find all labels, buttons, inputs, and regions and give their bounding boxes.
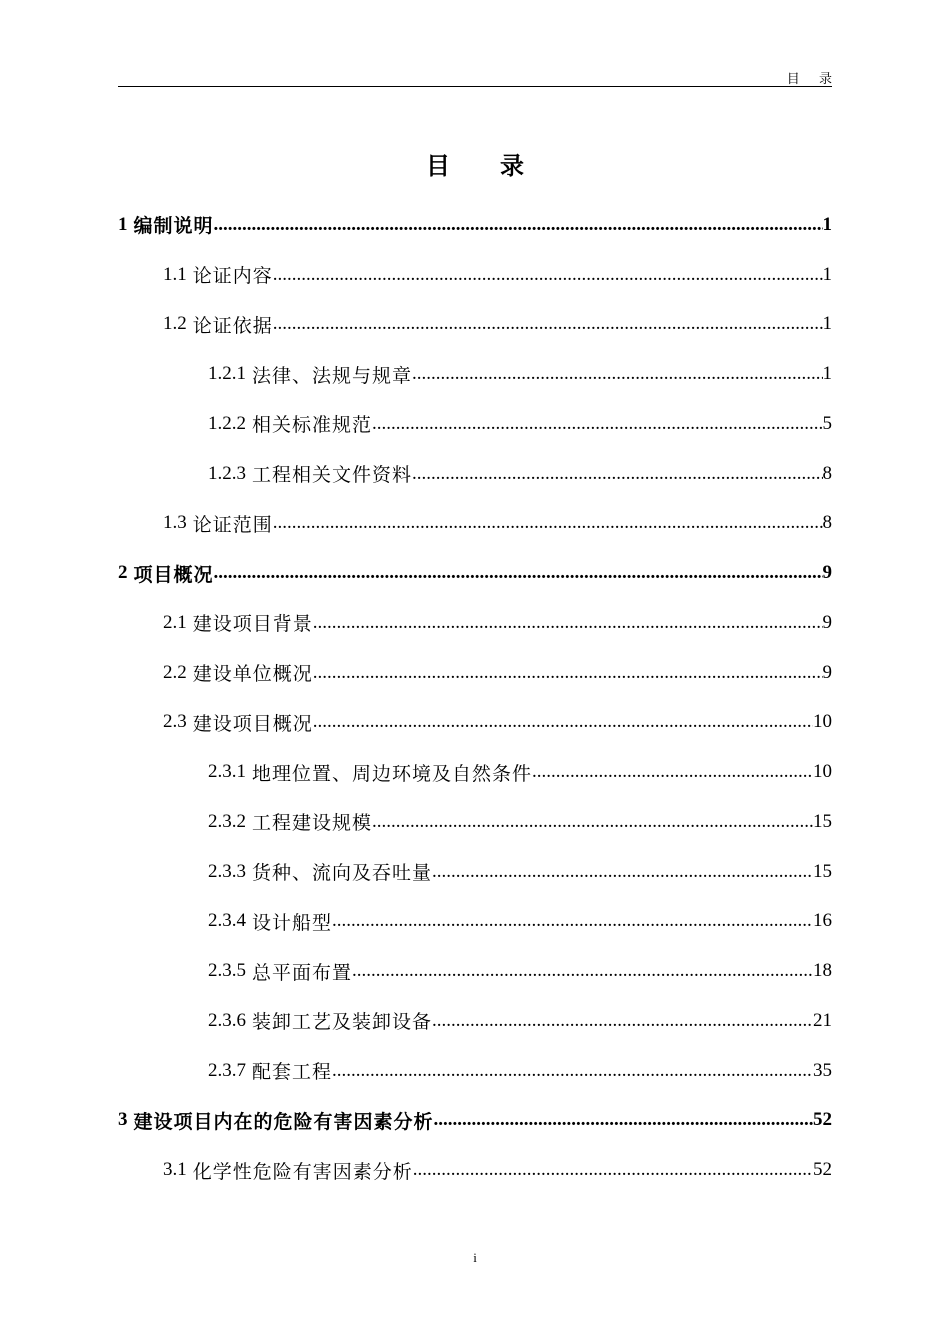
toc-entry[interactable] (118, 200, 832, 250)
toc-entry-page: 15 (813, 860, 832, 882)
toc-entry[interactable] (118, 946, 832, 996)
toc-entry-page: 52 (813, 1109, 832, 1131)
toc-dot-leader (434, 1109, 813, 1131)
toc-entry-number: 2.3.3 (208, 860, 246, 882)
toc-entry-title: 货种、流向及吞吐量 (252, 863, 433, 885)
toc-entry-number: 1.2 (163, 313, 187, 335)
toc-entry-number: 2.3.1 (208, 761, 246, 783)
toc-dot-leader (352, 960, 813, 982)
toc-entry-number: 3.1 (163, 1159, 187, 1181)
toc-entry-page: 9 (822, 562, 832, 584)
toc-entry-title: 论证范围 (192, 514, 273, 536)
toc-entry-page: 9 (822, 661, 832, 683)
toc-entry-page: 15 (813, 810, 832, 832)
toc-entry-page: 1 (822, 313, 832, 335)
toc-dot-leader (313, 711, 813, 733)
toc-entry[interactable] (118, 747, 832, 797)
toc-dot-leader (332, 910, 813, 932)
toc-entry-number: 3 (118, 1109, 128, 1131)
toc-entry-title: 地理位置、周边环境及自然条件 (252, 763, 533, 785)
toc-entry-title: 法律、法规与规章 (252, 365, 413, 387)
toc-entry-page: 10 (813, 711, 832, 733)
toc-entry-number: 2 (118, 562, 128, 584)
toc-entry-number: 2.3.4 (208, 910, 246, 932)
toc-dot-leader (412, 363, 822, 385)
toc-entry-page: 52 (813, 1159, 832, 1181)
toc-entry-number: 1 (118, 213, 128, 235)
toc-entry[interactable] (118, 548, 832, 598)
toc-entry-number: 1.2.3 (208, 462, 246, 484)
toc-dot-leader (412, 463, 822, 485)
toc-entry[interactable] (118, 797, 832, 847)
toc-entry-title: 论证内容 (192, 266, 273, 288)
toc-entry[interactable] (118, 499, 832, 549)
toc-dot-leader (214, 562, 823, 584)
toc-entry-title: 装卸工艺及装卸设备 (252, 1012, 433, 1034)
toc-entry[interactable] (118, 449, 832, 499)
toc-entry[interactable] (118, 996, 832, 1046)
toc-dot-leader (413, 1159, 813, 1181)
toc-entry-number: 2.1 (163, 611, 187, 633)
toc-entry-number: 1.2.1 (208, 363, 246, 385)
toc-dot-leader (372, 811, 813, 833)
toc-entry-page: 5 (822, 412, 832, 434)
toc-entry-page: 1 (822, 213, 832, 235)
toc-entry-title: 设计船型 (252, 912, 333, 934)
toc-dot-leader (432, 861, 813, 883)
toc-entry-title: 建设项目背景 (192, 614, 313, 636)
page-title: 目 录 (426, 154, 546, 180)
toc-entry-number: 2.3.7 (208, 1059, 246, 1081)
toc-entry[interactable] (118, 1046, 832, 1096)
toc-dot-leader (332, 1060, 813, 1082)
toc-entry-number: 2.3 (163, 711, 187, 733)
toc-entry-page: 10 (813, 761, 832, 783)
header-text: 目 录 (786, 71, 840, 86)
toc-entry-title: 编制说明 (133, 216, 214, 238)
toc-entry-title: 工程相关文件资料 (252, 465, 413, 487)
toc-dot-leader (273, 512, 823, 534)
toc-entry[interactable] (118, 399, 832, 449)
page-header (118, 66, 840, 87)
toc-entry-page: 21 (813, 1009, 832, 1031)
toc-dot-leader (372, 413, 822, 435)
toc-entry-title: 项目概况 (133, 564, 214, 586)
toc-dot-leader (313, 612, 823, 634)
toc-dot-leader (214, 214, 823, 236)
toc-entry-title: 建设项目概况 (192, 713, 313, 735)
toc-entry[interactable] (118, 1145, 832, 1195)
toc-entry-title: 论证依据 (192, 315, 273, 337)
toc-entry-number: 2.3.2 (208, 810, 246, 832)
toc-entry-title: 相关标准规范 (252, 415, 373, 437)
toc-entry[interactable] (118, 349, 832, 399)
toc-entry-page: 8 (822, 512, 832, 534)
toc-dot-leader (273, 313, 823, 335)
toc-entry-title: 工程建设规模 (252, 813, 373, 835)
toc-entry-number: 2.3.6 (208, 1009, 246, 1031)
toc-entry-number: 2.3.5 (208, 960, 246, 982)
toc-dot-leader (432, 1010, 813, 1032)
toc-entry[interactable] (118, 648, 832, 698)
toc-entry-page: 8 (822, 462, 832, 484)
toc-entry[interactable] (118, 300, 832, 350)
toc-entry[interactable] (118, 598, 832, 648)
toc-entry-title: 建设单位概况 (192, 664, 313, 686)
toc-entry-number: 1.1 (163, 263, 187, 285)
toc-entry-page: 1 (822, 363, 832, 385)
toc-entry[interactable] (118, 847, 832, 897)
toc-entry-title: 建设项目内在的危险有害因素分析 (133, 1111, 434, 1133)
toc-dot-leader (532, 761, 813, 783)
toc-entry-page: 35 (813, 1059, 832, 1081)
toc-entry[interactable] (118, 250, 832, 300)
toc-entry-page: 18 (813, 960, 832, 982)
toc-entry-title: 化学性危险有害因素分析 (192, 1161, 413, 1183)
toc-entry-number: 1.2.2 (208, 412, 246, 434)
toc-dot-leader (313, 662, 823, 684)
toc-entry-page: 1 (822, 263, 832, 285)
toc-entry[interactable] (118, 1096, 832, 1146)
toc-entry-number: 1.3 (163, 512, 187, 534)
toc-entry-page: 9 (822, 611, 832, 633)
page-number: i (473, 1250, 477, 1265)
toc-entry-number: 2.2 (163, 661, 187, 683)
toc-entry-page: 16 (813, 910, 832, 932)
toc-entry-title: 配套工程 (252, 1062, 333, 1084)
table-of-contents (118, 200, 832, 1195)
toc-entry[interactable] (118, 698, 832, 748)
toc-entry-title: 总平面布置 (252, 962, 353, 984)
toc-entry[interactable] (118, 897, 832, 947)
toc-dot-leader (273, 264, 823, 286)
